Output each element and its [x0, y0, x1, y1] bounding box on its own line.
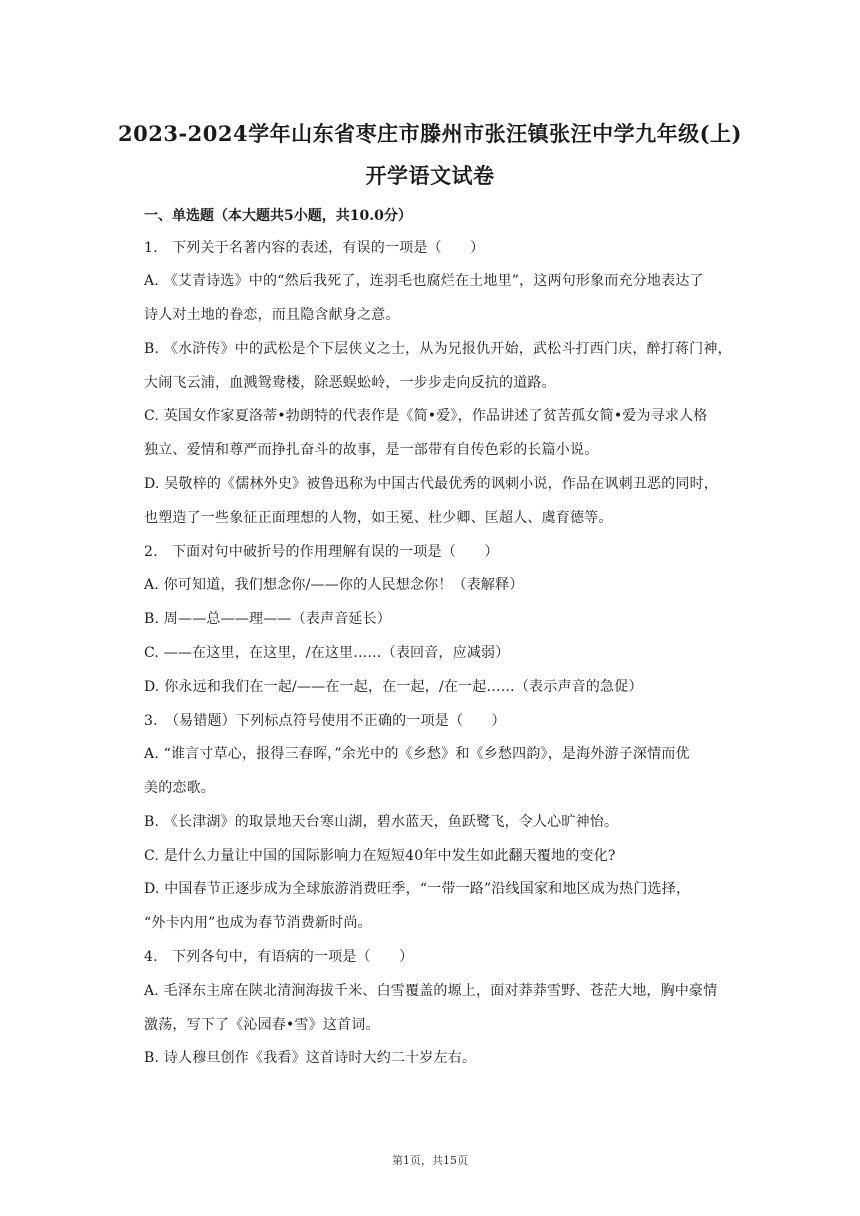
- question-2-option-b: B. 周——总——理——（表声音延长）: [144, 611, 391, 627]
- question-1-option-c-cont: 独立、爱情和尊严而挣扎奋斗的故事，是一部带有自传色彩的长篇小说。: [144, 442, 599, 458]
- question-3-option-a: A. “谁言寸草心，报得三春晖，”余光中的《乡愁》和《乡愁四韵》，是海外游子深情而优: [144, 746, 690, 762]
- question-1-option-b-cont: 大闹飞云浦，血溅鸳鸯楼，除恶蜈蚣岭，一步步走向反抗的道路。: [144, 375, 556, 391]
- question-3-option-b: B. 《长津湖》的取景地天台寒山湖，碧水蓝天，鱼跃鹭飞，令人心旷神怡。: [144, 814, 619, 830]
- question-1-option-c: C. 英国女作家夏洛蒂•勃朗特的代表作是《简•爱》，作品讲述了贫苦孤女简•爱为寻求人格: [144, 408, 708, 424]
- question-4-option-b: B. 诗人穆旦创作《我看》这首诗时大约二十岁左右。: [144, 1050, 477, 1066]
- exam-title-line1: 2023-2024学年山东省枣庄市滕州市张汪镇张汪中学九年级(上): [118, 121, 742, 146]
- question-1-option-a-cont: 诗人对土地的眷恋，而且隐含献身之意。: [144, 307, 400, 323]
- question-2-option-a: A. 你可知道，我们想念你/——你的人民想念你！（表解释）: [144, 577, 524, 593]
- question-3-option-d-cont: “外卡内用”也成为春节消费新时尚。: [144, 915, 372, 931]
- question-4-option-a-cont: 激荡，写下了《沁园春•雪》这首词。: [144, 1017, 380, 1033]
- exam-title-line2: 开学语文试卷: [365, 163, 495, 188]
- question-3-stem: 3. （易错题）下列标点符号使用不正确的一项是（ ）: [144, 713, 506, 729]
- question-1-option-d-cont: 也塑造了一些象征正面理想的人物，如王冕、杜少卿、匡超人、虞育德等。: [144, 510, 613, 526]
- question-2-option-c: C. ——在这里，在这里，/在这里……（表回音，应减弱）: [144, 645, 510, 661]
- page-number-footer: 第1页，共15页: [392, 1154, 468, 1167]
- question-1-option-a: A. 《艾青诗选》中的“然后我死了，连羽毛也腐烂在土地里”，这两句形象而充分地表达了: [144, 273, 704, 289]
- question-4-stem: 4. 下列各句中，有语病的一项是（ ）: [144, 949, 414, 965]
- question-3-option-c: C. 是什么力量让中国的国际影响力在短短40年中发生如此翻天覆地的变化?: [144, 848, 616, 864]
- question-1-option-b: B. 《水浒传》中的武松是个下层侠义之士，从为兄报仇开始，武松斗打西门庆，醉打蒋门神，: [144, 341, 732, 357]
- section-heading: 一、单选题（本大题共5小题，共10.0分）: [144, 208, 412, 224]
- question-1-stem: 1. 下列关于名著内容的表述，有误的一项是（ ）: [144, 240, 485, 256]
- question-2-option-d: D. 你永远和我们在一起/——在一起，在一起，/在一起……（表示声音的急促）: [144, 679, 643, 695]
- question-1-option-d: D. 吴敬梓的《儒林外史》被鲁迅称为中国古代最优秀的讽刺小说，作品在讽刺丑恶的同时，: [144, 476, 719, 492]
- question-2-stem: 2. 下面对句中破折号的作用理解有误的一项是（ ）: [144, 544, 499, 560]
- question-3-option-d: D. 中国春节正逐步成为全球旅游消费旺季，“一带一路”沿线国家和地区成为热门选择，: [144, 881, 691, 897]
- question-4-option-a: A. 毛泽东主席在陕北清涧海拔千米、白雪覆盖的塬上，面对莽莽雪野、苍茫大地，胸中豪情: [144, 983, 718, 999]
- question-3-option-a-cont: 美的恋歌。: [144, 780, 215, 796]
